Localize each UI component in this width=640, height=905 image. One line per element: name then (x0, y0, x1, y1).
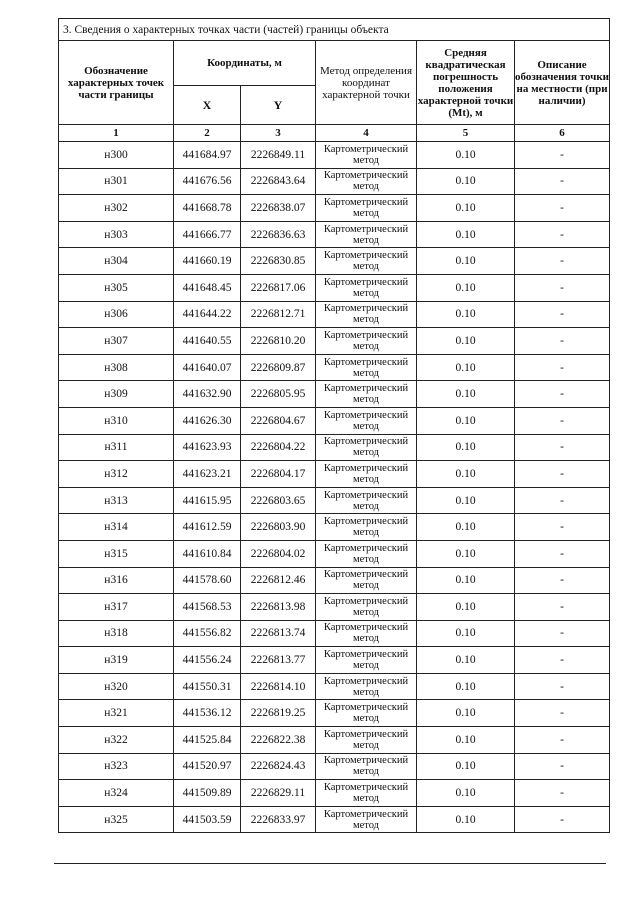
error-cell: 0.10 (417, 487, 515, 514)
table-body (59, 142, 610, 833)
point-cell: н325 (59, 806, 174, 833)
error-cell: 0.10 (417, 727, 515, 754)
y-cell: 2226849.11 (241, 142, 316, 169)
method-cell: Картометрический метод (316, 248, 417, 275)
header-designation: Обозначение характерных точек части границы (59, 41, 174, 125)
y-cell: 2226824.43 (241, 753, 316, 780)
method-cell: Картометрический метод (316, 620, 417, 647)
x-cell: 441648.45 (174, 274, 241, 301)
method-cell: Картометрический метод (316, 221, 417, 248)
description-cell: - (515, 753, 610, 780)
point-cell: н321 (59, 700, 174, 727)
table-row (59, 142, 610, 169)
point-cell: н308 (59, 354, 174, 381)
error-cell: 0.10 (417, 354, 515, 381)
table-row (59, 328, 610, 355)
boundary-points-sheet (58, 18, 609, 833)
error-cell: 0.10 (417, 620, 515, 647)
description-cell: - (515, 567, 610, 594)
method-cell: Картометрический метод (316, 195, 417, 222)
description-cell: - (515, 248, 610, 275)
method-cell: Картометрический метод (316, 700, 417, 727)
error-cell: 0.10 (417, 514, 515, 541)
method-cell: Картометрический метод (316, 354, 417, 381)
point-cell: н303 (59, 221, 174, 248)
method-cell: Картометрический метод (316, 673, 417, 700)
description-cell: - (515, 540, 610, 567)
y-cell: 2226803.90 (241, 514, 316, 541)
x-cell: 441509.89 (174, 780, 241, 807)
x-cell: 441668.78 (174, 195, 241, 222)
description-cell: - (515, 700, 610, 727)
table-row (59, 195, 610, 222)
error-cell: 0.10 (417, 274, 515, 301)
column-number: 3 (241, 125, 316, 142)
method-cell: Картометрический метод (316, 407, 417, 434)
method-cell: Картометрический метод (316, 301, 417, 328)
table-row (59, 673, 610, 700)
y-cell: 2226813.98 (241, 594, 316, 621)
description-cell: - (515, 354, 610, 381)
error-cell: 0.10 (417, 673, 515, 700)
description-cell: - (515, 168, 610, 195)
method-cell: Картометрический метод (316, 434, 417, 461)
x-cell: 441525.84 (174, 727, 241, 754)
description-cell: - (515, 195, 610, 222)
x-cell: 441640.55 (174, 328, 241, 355)
method-cell: Картометрический метод (316, 727, 417, 754)
x-cell: 441615.95 (174, 487, 241, 514)
y-cell: 2226813.77 (241, 647, 316, 674)
error-cell: 0.10 (417, 328, 515, 355)
x-cell: 441666.77 (174, 221, 241, 248)
method-cell: Картометрический метод (316, 594, 417, 621)
x-cell: 441684.97 (174, 142, 241, 169)
header-description: Описание обозначения точки на местности (при наличии) (515, 41, 610, 125)
description-cell: - (515, 328, 610, 355)
column-number: 4 (316, 125, 417, 142)
boundary-points-table (58, 18, 610, 833)
y-cell: 2226804.17 (241, 461, 316, 488)
x-cell: 441640.07 (174, 354, 241, 381)
column-number: 1 (59, 125, 174, 142)
description-cell: - (515, 780, 610, 807)
method-cell: Картометрический метод (316, 780, 417, 807)
error-cell: 0.10 (417, 461, 515, 488)
description-cell: - (515, 274, 610, 301)
point-cell: н306 (59, 301, 174, 328)
x-cell: 441612.59 (174, 514, 241, 541)
description-cell: - (515, 434, 610, 461)
y-cell: 2226804.22 (241, 434, 316, 461)
y-cell: 2226829.11 (241, 780, 316, 807)
table-row (59, 620, 610, 647)
method-cell: Картометрический метод (316, 328, 417, 355)
header-x: X (174, 86, 241, 125)
point-cell: н305 (59, 274, 174, 301)
method-cell: Картометрический метод (316, 142, 417, 169)
error-cell: 0.10 (417, 248, 515, 275)
y-cell: 2226819.25 (241, 700, 316, 727)
y-cell: 2226804.67 (241, 407, 316, 434)
table-row (59, 461, 610, 488)
point-cell: н300 (59, 142, 174, 169)
error-cell: 0.10 (417, 221, 515, 248)
y-cell: 2226809.87 (241, 354, 316, 381)
y-cell: 2226814.10 (241, 673, 316, 700)
table-row (59, 301, 610, 328)
y-cell: 2226843.64 (241, 168, 316, 195)
x-cell: 441660.19 (174, 248, 241, 275)
x-cell: 441556.82 (174, 620, 241, 647)
x-cell: 441623.93 (174, 434, 241, 461)
point-cell: н322 (59, 727, 174, 754)
point-cell: н316 (59, 567, 174, 594)
method-cell: Картометрический метод (316, 514, 417, 541)
description-cell: - (515, 514, 610, 541)
x-cell: 441644.22 (174, 301, 241, 328)
description-cell: - (515, 647, 610, 674)
method-cell: Картометрический метод (316, 647, 417, 674)
table-row (59, 248, 610, 275)
y-cell: 2226838.07 (241, 195, 316, 222)
table-row (59, 780, 610, 807)
y-cell: 2226813.74 (241, 620, 316, 647)
point-cell: н302 (59, 195, 174, 222)
error-cell: 0.10 (417, 753, 515, 780)
point-cell: н310 (59, 407, 174, 434)
error-cell: 0.10 (417, 700, 515, 727)
point-cell: н307 (59, 328, 174, 355)
y-cell: 2226817.06 (241, 274, 316, 301)
error-cell: 0.10 (417, 168, 515, 195)
table-row (59, 514, 610, 541)
x-cell: 441623.21 (174, 461, 241, 488)
table-row (59, 594, 610, 621)
table-row (59, 567, 610, 594)
error-cell: 0.10 (417, 594, 515, 621)
error-cell: 0.10 (417, 407, 515, 434)
description-cell: - (515, 806, 610, 833)
header-method: Метод определения координат характерной точки (316, 41, 417, 125)
point-cell: н312 (59, 461, 174, 488)
header-coordinates: Координаты, м (174, 41, 316, 86)
method-cell: Картометрический метод (316, 461, 417, 488)
point-cell: н311 (59, 434, 174, 461)
error-cell: 0.10 (417, 142, 515, 169)
description-cell: - (515, 487, 610, 514)
error-cell: 0.10 (417, 540, 515, 567)
error-cell: 0.10 (417, 381, 515, 408)
point-cell: н309 (59, 381, 174, 408)
y-cell: 2226830.85 (241, 248, 316, 275)
method-cell: Картометрический метод (316, 487, 417, 514)
point-cell: н315 (59, 540, 174, 567)
description-cell: - (515, 727, 610, 754)
x-cell: 441578.60 (174, 567, 241, 594)
point-cell: н319 (59, 647, 174, 674)
description-cell: - (515, 461, 610, 488)
x-cell: 441536.12 (174, 700, 241, 727)
table-row (59, 540, 610, 567)
method-cell: Картометрический метод (316, 168, 417, 195)
point-cell: н320 (59, 673, 174, 700)
header-error: Средняя квадратическая погрешность положения характерной точки (Mt), м (417, 41, 515, 125)
method-cell: Картометрический метод (316, 274, 417, 301)
description-cell: - (515, 620, 610, 647)
method-cell: Картометрический метод (316, 567, 417, 594)
x-cell: 441520.97 (174, 753, 241, 780)
column-numbers-row (59, 125, 610, 142)
point-cell: н314 (59, 514, 174, 541)
x-cell: 441568.53 (174, 594, 241, 621)
y-cell: 2226803.65 (241, 487, 316, 514)
x-cell: 441556.24 (174, 647, 241, 674)
description-cell: - (515, 221, 610, 248)
point-cell: н313 (59, 487, 174, 514)
method-cell: Картометрический метод (316, 753, 417, 780)
description-cell: - (515, 301, 610, 328)
table-row (59, 381, 610, 408)
error-cell: 0.10 (417, 647, 515, 674)
y-cell: 2226810.20 (241, 328, 316, 355)
error-cell: 0.10 (417, 301, 515, 328)
error-cell: 0.10 (417, 806, 515, 833)
table-title: 3. Сведения о характерных точках части (частей) границы объекта (59, 19, 610, 41)
point-cell: н323 (59, 753, 174, 780)
column-number: 5 (417, 125, 515, 142)
y-cell: 2226836.63 (241, 221, 316, 248)
description-cell: - (515, 407, 610, 434)
table-row (59, 487, 610, 514)
x-cell: 441610.84 (174, 540, 241, 567)
y-cell: 2226812.46 (241, 567, 316, 594)
table-row (59, 274, 610, 301)
point-cell: н317 (59, 594, 174, 621)
point-cell: н324 (59, 780, 174, 807)
column-number: 6 (515, 125, 610, 142)
error-cell: 0.10 (417, 195, 515, 222)
table-row (59, 407, 610, 434)
table-row (59, 354, 610, 381)
description-cell: - (515, 142, 610, 169)
table-row (59, 727, 610, 754)
error-cell: 0.10 (417, 567, 515, 594)
point-cell: н304 (59, 248, 174, 275)
header-y: Y (241, 86, 316, 125)
table-row (59, 700, 610, 727)
description-cell: - (515, 673, 610, 700)
table-row (59, 806, 610, 833)
x-cell: 441626.30 (174, 407, 241, 434)
error-cell: 0.10 (417, 780, 515, 807)
x-cell: 441632.90 (174, 381, 241, 408)
y-cell: 2226822.38 (241, 727, 316, 754)
description-cell: - (515, 381, 610, 408)
y-cell: 2226805.95 (241, 381, 316, 408)
y-cell: 2226833.97 (241, 806, 316, 833)
method-cell: Картометрический метод (316, 540, 417, 567)
table-row (59, 753, 610, 780)
x-cell: 441550.31 (174, 673, 241, 700)
y-cell: 2226804.02 (241, 540, 316, 567)
x-cell: 441676.56 (174, 168, 241, 195)
table-row (59, 221, 610, 248)
page-footer-line (54, 863, 606, 864)
point-cell: н318 (59, 620, 174, 647)
x-cell: 441503.59 (174, 806, 241, 833)
table-row (59, 168, 610, 195)
method-cell: Картометрический метод (316, 806, 417, 833)
column-number: 2 (174, 125, 241, 142)
table-row (59, 647, 610, 674)
description-cell: - (515, 594, 610, 621)
y-cell: 2226812.71 (241, 301, 316, 328)
point-cell: н301 (59, 168, 174, 195)
method-cell: Картометрический метод (316, 381, 417, 408)
table-row (59, 434, 610, 461)
error-cell: 0.10 (417, 434, 515, 461)
